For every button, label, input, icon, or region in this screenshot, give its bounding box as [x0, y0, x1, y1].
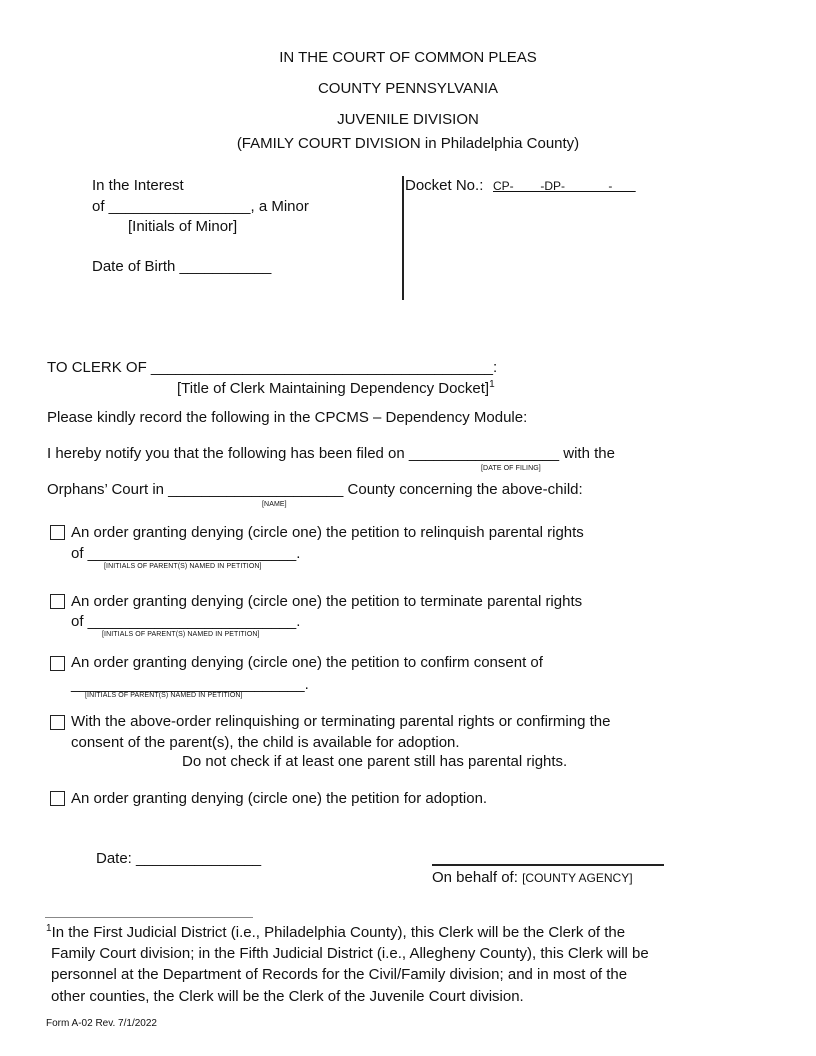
caption-divider [402, 176, 404, 300]
county-agency-label: [COUNTY AGENCY] [522, 871, 633, 885]
date-of-filing-label: [DATE OF FILING] [481, 465, 541, 472]
docket-label: Docket No.: [405, 177, 484, 194]
orphans-court-line: Orphans’ Court in _____________________ County concerning the above-child: [47, 481, 583, 498]
form-id: Form A-02 Rev. 7/1/2022 [46, 1018, 157, 1029]
option-available-note: Do not check if at least one parent still has parental rights. [182, 753, 568, 770]
footnote-separator [45, 917, 253, 918]
initials-of-minor-label: [Initials of Minor] [128, 218, 238, 235]
option-adoption-text: An order granting denying (circle one) the petition for adoption. [71, 790, 488, 807]
docket-number: CP- -DP- - [493, 179, 636, 193]
option-confirm-consent-initials-line: ____________________________. [71, 676, 309, 693]
option-available-text: With the above-order relinquishing or terminating parental rights or confirming the [71, 713, 611, 730]
county-title: COUNTY PENNSYLVANIA [317, 80, 499, 97]
checkbox-adoption[interactable] [50, 791, 65, 806]
minor-line: of _________________, a Minor [92, 198, 309, 215]
parent-initials-label: [INITIALS OF PARENT(S) NAMED IN PETITION] [85, 692, 243, 699]
to-clerk-line: TO CLERK OF _________________________________________: [47, 359, 498, 376]
date-of-birth-line: Date of Birth ___________ [92, 258, 272, 275]
request-text: Please kindly record the following in the CPCMS – Dependency Module: [47, 409, 528, 426]
footnote-mark: 1 [46, 923, 52, 934]
clerk-title-label: [Title of Clerk Maintaining Dependency Docket]$^1$ [177, 379, 495, 397]
footnote-line-2: Family Court division; in the Fifth Judicial District (i.e., Allegheny County), this Clerk will be [51, 945, 649, 962]
option-terminate-initials-line: of _________________________. [71, 613, 301, 630]
parent-initials-label: [INITIALS OF PARENT(S) NAMED IN PETITION] [102, 631, 260, 638]
division-title: JUVENILE DIVISION [337, 111, 479, 128]
name-label: [NAME] [262, 501, 287, 508]
footnote-line-1: $^1$In the First Judicial District (i.e., Philadelphia County), this Clerk will be the Clerk of the [46, 923, 626, 941]
on-behalf-line: On behalf of: [COUNTY AGENCY] [432, 869, 633, 886]
checkbox-relinquish[interactable] [50, 525, 65, 540]
option-confirm-consent-text: An order granting denying (circle one) the petition to confirm consent of [71, 654, 543, 671]
family-court-subtitle: (FAMILY COURT DIVISION in Philadelphia County) [236, 135, 580, 152]
footnote-reference: 1 [489, 379, 495, 390]
date-line: Date: _______________ [96, 850, 262, 867]
notify-line: I hereby notify you that the following has been filed on __________________ with the [47, 445, 615, 462]
option-relinquish-text: An order granting denying (circle one) the petition to relinquish parental rights [71, 524, 584, 541]
checkbox-terminate[interactable] [50, 594, 65, 609]
option-available-text-cont: consent of the parent(s), the child is available for adoption. [71, 734, 460, 751]
interest-line: In the Interest [92, 177, 184, 194]
court-title: IN THE COURT OF COMMON PLEAS [279, 49, 537, 66]
checkbox-available-for-adoption[interactable] [50, 715, 65, 730]
option-relinquish-initials-line: of _________________________. [71, 545, 301, 562]
signature-line [432, 864, 664, 866]
parent-initials-label: [INITIALS OF PARENT(S) NAMED IN PETITION] [104, 563, 262, 570]
checkbox-confirm-consent[interactable] [50, 656, 65, 671]
footnote-line-4: other counties, the Clerk will be the Clerk of the Juvenile Court division. [51, 988, 524, 1005]
option-terminate-text: An order granting denying (circle one) the petition to terminate parental rights [71, 593, 583, 610]
footnote-line-3: personnel at the Department of Records for the Civil/Family division; and in most of the [51, 966, 628, 983]
